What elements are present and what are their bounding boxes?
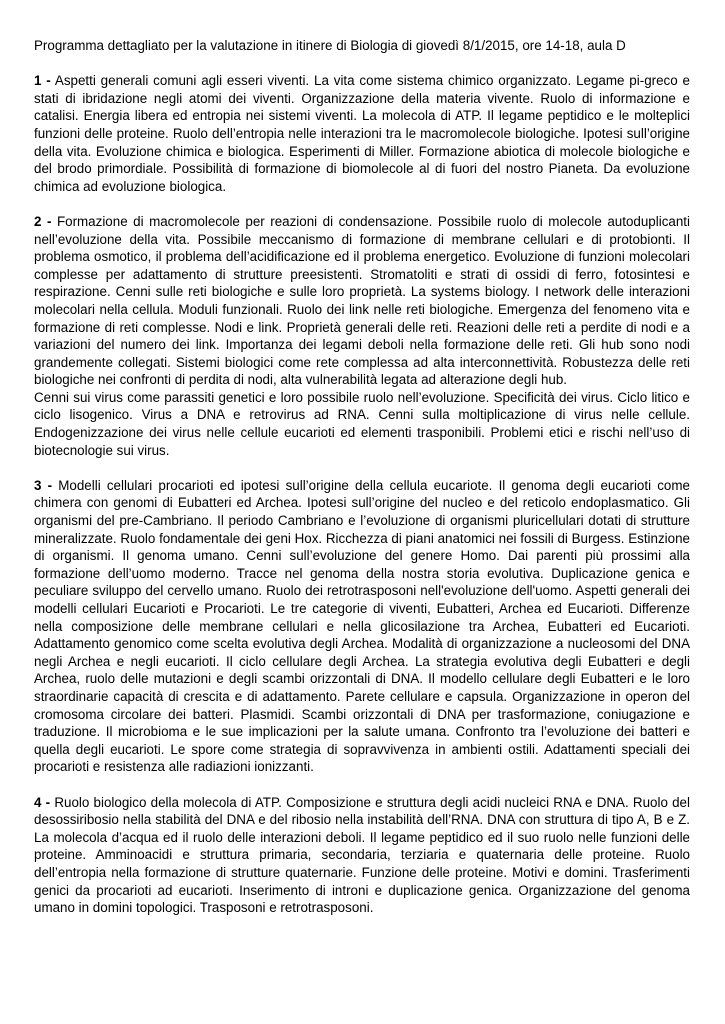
section-text: Formazione di macromolecole per reazioni di condensazione. Possibile ruolo di molecole autoduplicanti nell’evoluzione della vita. Possibile meccanismo di formazione di membrane cellulari e di protobionti. Il problema osmotico, il problema dell’acidificazione ed il problema energetico. Evoluzione di funzioni molecolari complesse per adattamento di strutture preesistenti. Stromatoliti e strati di ossidi di ferro, fotosintesi e respirazione. Cenni sulle reti biologiche e sulle loro proprietà. La systems biology. I network delle interazioni molecolari nella cellula. Moduli funzionali. Ruolo dei link nelle reti biologiche. Emergenza del fenomeno vita e formazione di reti complesse. Nodi e link. Proprietà generali delle reti. Reazioni delle reti a perdite di nodi e a variazioni del numero dei link. Importanza dei legami deboli nella formazione delle reti. Gli hub sono nodi grandemente collegati. Sistemi biologici come rete complessa ad alta interconnettività. Robustezza delle reti biologiche nei confronti di perdita di nodi, alta vulnerabilità legata ad alterazione degli hub. [34,213,690,388]
section-text: Aspetti generali comuni agli esseri viventi. La vita come sistema chimico organizzato. Legame pi-greco e stati di ibridazione negli atomi dei viventi. Organizzazione della materia vivente. Ruolo di informazione e catalisi. Energia libera ed entropia nei sistemi viventi. La molecola di ATP. Il legame peptidico e le molteplici funzioni delle proteine. Ruolo dell’entropia nelle interazioni tra le macromolecole biologiche. Ipotesi sull’origine della vita. Evoluzione chimica e biologica. Esperimenti di Miller. Formazione abiotica di molecole biologiche e del brodo primordiale. Possibilità di formazione di biomolecole al di fuori del nostro Pianeta. Da evoluzione chimica ad evoluzione biologica. [34,73,690,194]
section-paragraph [34,72,690,195]
section-number: 3 - [34,477,53,493]
section-text: Modelli cellulari procarioti ed ipotesi sull’origine della cellula eucariote. Il genoma degli eucarioti come chimera con genomi di Eubatteri ed Archea. Ipotesi sull’origine del nucleo e del reticolo endoplasmatico. Gli organismi del pre-Cambriano. Il periodo Cambriano e l’evoluzione di organismi pluricellulari dotati di strutture mineralizzate. Ruolo fondamentale dei geni Hox. Ricchezza di piani anatomici nei fossili di Burgess. Estinzione di organismi. Il genoma umano. Cenni sull’evoluzione del genere Homo. Dai parenti più prossimi alla formazione dell’uomo moderno. Tracce nel genoma della nostra storia evolutiva. Duplicazione genica e peculiare sviluppo del cervello umano. Ruolo dei retrotrasposoni nell'evoluzione dell'uomo. Aspetti generali dei modelli cellulari Eucarioti e Procarioti. Le tre categorie di viventi, Eubatteri, Archea ed Eucarioti. Differenze nella composizione delle membrane cellulari e nella glicosilazione tra Archea, Eubatteri ed Eucarioti. Adattamento genomico come scelta evolutiva degli Archea. Modalità di organizzazione a nucleosomi del DNA negli Archea e negli eucarioti. Il ciclo cellulare degli Archea. La strategia evolutiva degli Eubatteri e degli Archea, ruolo delle mutazioni e degli scambi orizzontali di DNA. Il modello cellulare degli Eubatteri e le loro straordinarie capacità di crescita e di adattamento. Parete cellulare e capsula. Organizzazione in operon del cromosoma circolare dei batteri. Plasmidi. Scambi orizzontali di DNA per trasformazione, coniugazione e traduzione. Il microbioma e le sue implicazioni per la salute umana. Confronto tra l’evoluzione dei batteri e quella degli eucarioti. Le spore come strategia di sopravvivenza in ambienti ostili. Adattamenti speciali dei procarioti e resistenza alle radiazioni ionizzanti. [34,477,690,775]
section-3 [34,477,690,776]
section-paragraph [34,794,690,917]
document-page [34,37,690,934]
section-2 [34,213,690,459]
section-paragraph: Cenni sui virus come parassiti genetici e loro possibile ruolo nell’evoluzione. Specificità dei virus. Ciclo litico e ciclo lisogenico. Virus a DNA e retrovirus ad RNA. Cenni sulla moltiplicazione di virus nelle cellule. Endogenizzazione dei virus nelle cellule eucarioti ed elementi trasponibili. Problemi etici e rischi nell’uso di biotecnologie sui virus. [34,389,690,458]
section-paragraph [34,213,690,389]
section-number: 1 - [34,73,51,89]
document-title: Programma dettagliato per la valutazione in itinere di Biologia di giovedì 8/1/2015, ore 14-18, aula D [34,38,626,53]
section-paragraph [34,477,690,776]
section-1 [34,72,690,195]
section-4 [34,794,690,917]
section-text: Ruolo biologico della molecola di ATP. Composizione e struttura degli acidi nucleici RNA e DNA. Ruolo del desossiribosio nella stabilità del DNA e del ribosio nella instabilità dell’RNA. DNA con struttura di tipo A, B e Z. La molecola d’acqua ed il ruolo delle interazioni deboli. Il legame peptidico ed il suo ruolo nelle funzioni delle proteine. Amminoacidi e struttura primaria, secondaria, terziaria e quaternaria delle proteine. Ruolo dell’entropia nella formazione di strutture quaternarie. Funzione delle proteine. Motivi e domini. Trasferimenti genici da procarioti ad eucarioti. Inserimento di introni e duplicazione genica. Organizzazione del genoma umano in domini topologici. Trasposoni e retrotrasposoni. [34,794,690,916]
section-number: 2 - [34,213,52,229]
section-number: 4 - [34,794,51,810]
